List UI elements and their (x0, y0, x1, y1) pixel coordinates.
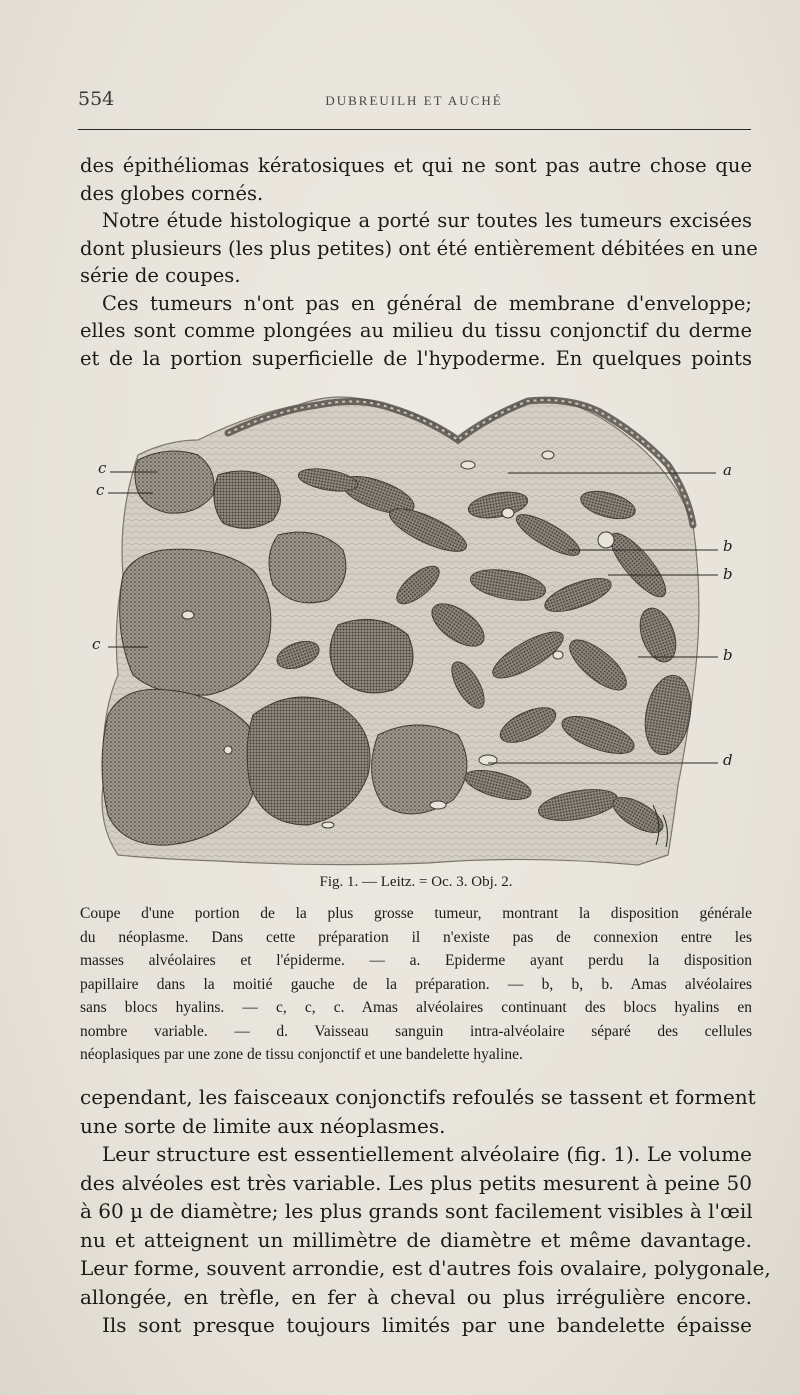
text-line: Notre étude histologique a porté sur toutes les tumeurs excisées (102, 209, 752, 232)
figure-label-d: d (723, 751, 733, 769)
text-line: une sorte de limite aux néoplasmes. (80, 1113, 446, 1138)
page-number: 554 (78, 88, 115, 110)
paragraph-bottom (80, 1083, 771, 1340)
caption-line: papillaire dans la moitié gauche de la préparation. — b, b, b. Amas alvéolaires (80, 975, 752, 993)
caption-line: Coupe d'une portion de la plus grosse tumeur, montrant la disposition générale (80, 905, 752, 922)
figure-label-b2: b (723, 565, 733, 583)
figure-caption (80, 902, 752, 1067)
text-line: dont plusieurs (les plus petites) ont été entièrement débitées en une (80, 236, 758, 260)
caption-line: masses alvéolaires et l'épiderme. — a. Epiderme ayant perdu la disposition (80, 952, 752, 969)
figure-label-c1: c (98, 459, 107, 477)
text-line: des globes cornés. (80, 181, 264, 205)
running-title: DUBREUILH ET AUCHÉ (325, 93, 503, 108)
text-line: elles sont comme plongées au milieu du tissu conjonctif du derme (80, 319, 752, 342)
figure-caption-title: Fig. 1. — Leitz. = Oc. 3. Obj. 2. (319, 874, 513, 890)
text-line: allongée, en trèfle, en fer à cheval ou plus irrégulière encore. (80, 1284, 752, 1309)
figure-label-c3: c (92, 635, 101, 653)
caption-line: nombre variable. — d. Vaisseau sanguin intra-alvéolaire séparé des cellules (80, 1022, 752, 1040)
paragraph-top (80, 152, 758, 372)
figure-label-b1: b (723, 537, 733, 555)
text-line: et de la portion superficielle de l'hypoderme. En quelques points (80, 346, 752, 370)
text-line: des épithéliomas kératosiques et qui ne sont pas autre chose que (80, 154, 752, 177)
text-line: Ces tumeurs n'ont pas en général de membrane d'enveloppe; (102, 291, 752, 315)
text-line: à 60 µ de diamètre; les plus grands sont facilement visibles à l'œil (80, 1199, 753, 1223)
histology-section-illustration (78, 385, 758, 870)
caption-line: du néoplasme. Dans cette préparation il n'existe pas de connexion entre les (80, 928, 752, 946)
figure-label-a: a (723, 461, 732, 479)
text-line: série de coupes. (80, 264, 241, 287)
caption-line: sans blocs hyalins. — c, c, c. Amas alvéolaires continuant des blocs hyalins en (80, 999, 752, 1016)
text-line: Leur forme, souvent arrondie, est d'autres fois ovalaire, polygonale, (80, 1256, 771, 1280)
histology-figure (78, 385, 758, 870)
text-line: nu et atteignent un millimètre de diamètre et même davantage. (80, 1227, 752, 1252)
text-line: cependant, les faisceaux conjonctifs refoulés se tassent et forment (80, 1085, 756, 1109)
figure-label-c2: c (96, 481, 105, 499)
running-head (78, 88, 750, 120)
caption-line: néoplasiques par une zone de tissu conjonctif et une bandelette hyaline. (80, 1046, 523, 1063)
figure-label-b3: b (723, 646, 733, 664)
text-line: Leur structure est essentiellement alvéolaire (fig. 1). Le volume (102, 1142, 752, 1166)
text-line: Ils sont presque toujours limités par une bandelette épaisse (102, 1313, 752, 1337)
header-rule (78, 129, 751, 130)
text-line: des alvéoles est très variable. Les plus petits mesurent à peine 50 (80, 1170, 752, 1195)
